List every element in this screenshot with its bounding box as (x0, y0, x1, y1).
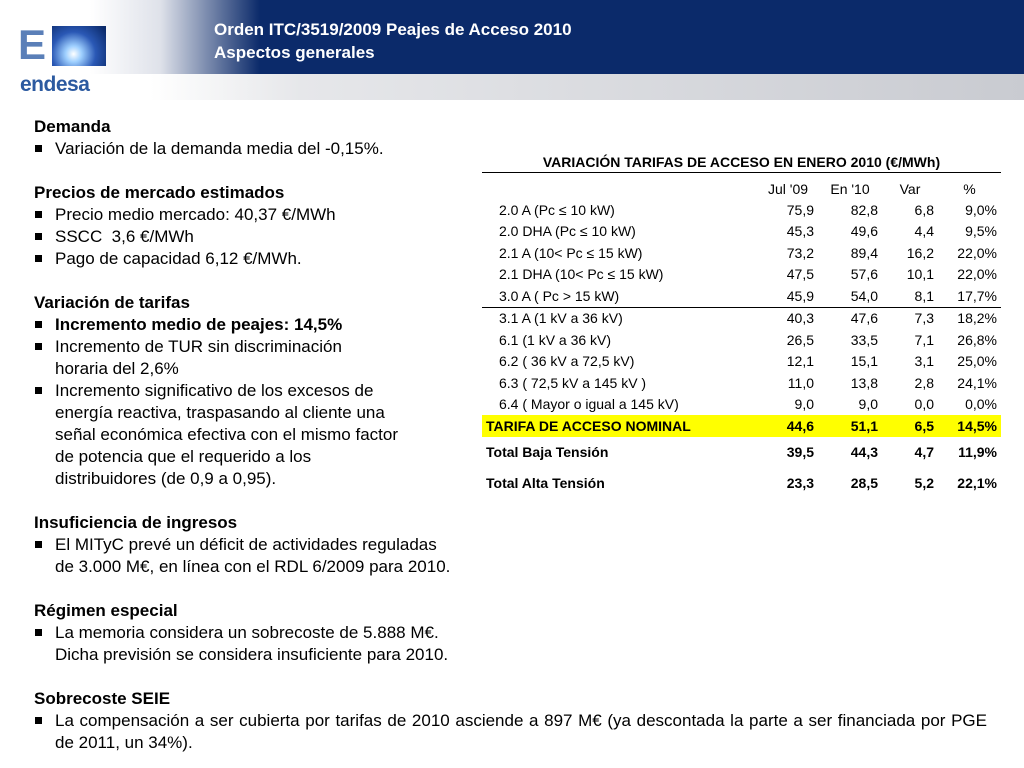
table-row-total (482, 437, 1001, 468)
bullet-line: señal económica efectiva con el mismo factor (55, 425, 398, 444)
row-label: TARIFA DE ACCESO NOMINAL (482, 415, 758, 437)
cell-value: % (963, 181, 976, 197)
cell-value: 18,2% (957, 310, 997, 327)
row-label: Total Baja Tensión (486, 444, 609, 460)
bullet-seie-1: La compensación a ser cubierta por tarifas de 2010 asciende a 897 M€ (ya descontada la parte a ser financiada por PGE de 2011, un 34%). (34, 710, 987, 754)
cell-value: 17,7% (938, 285, 1001, 307)
cell-value: 45,9 (758, 285, 818, 307)
row-label: 6.4 ( Mayor o igual a 145 kV) (499, 396, 679, 413)
cell-value: 11,9% (958, 444, 997, 460)
cell-value: 57,6 (850, 266, 878, 283)
cell-value: 39,5 (786, 444, 814, 460)
table-title: VARIACIÓN TARIFAS DE ACCESO EN ENERO 2010 (€/MWh) (482, 150, 1001, 173)
cell-value: 0,0 (914, 396, 934, 413)
logo-letter: E (18, 21, 47, 68)
cell-value: 9,5% (965, 223, 997, 240)
cell-value: 13,8 (850, 374, 878, 391)
bullet-line: El MITyC prevé un déficit de actividades reguladas (55, 535, 437, 554)
slide-subtitle: Aspectos generales (214, 43, 375, 62)
cell-value: 44,3 (850, 444, 878, 460)
logo-star-icon (52, 26, 106, 66)
cell-value: 9,0% (965, 201, 997, 218)
row-label: 3.0 A ( Pc > 15 kW) (482, 285, 758, 307)
table-header-row (482, 173, 1001, 199)
bullet-line: distribuidores (de 0,9 a 0,95). (55, 469, 277, 488)
cell-value: 4,7 (914, 444, 934, 460)
section-heading-demanda: Demanda (34, 117, 111, 136)
cell-value: 3,1 (914, 353, 934, 370)
row-label: 3.1 A (1 kV a 36 kV) (499, 310, 623, 327)
cell-value: 10,1 (906, 266, 934, 283)
cell-value: 7,1 (914, 331, 934, 348)
row-label (482, 173, 758, 199)
table-row (482, 264, 1001, 286)
cell-value: 33,5 (850, 331, 878, 348)
cell-value: 11,0 (787, 374, 814, 391)
bullet-line: horaria del 2,6% (55, 359, 179, 378)
cell-value: Jul '09 (767, 181, 809, 197)
bullet-insuficiencia-1 (34, 534, 994, 578)
cell-value: 9,0 (794, 396, 814, 413)
section-heading-variacion: Variación de tarifas (34, 293, 190, 312)
row-label: 6.1 (1 kV a 36 kV) (499, 331, 612, 348)
bullet-variacion-1: Incremento medio de peajes: 14,5% (34, 314, 994, 336)
cell-value: 9,0 (858, 396, 878, 413)
bullet-line: La memoria considera un sobrecoste de 5.888 M€. (55, 623, 439, 642)
table-row (482, 329, 1001, 351)
row-label: 6.3 ( 72,5 kV a 145 kV ) (499, 374, 647, 391)
bullet-precios-1: Precio medio mercado: 40,37 €/MWh (34, 204, 994, 226)
cell-value: 75,9 (786, 201, 814, 218)
header-lower-band (0, 74, 1024, 100)
cell-value: 16,2 (906, 244, 934, 261)
cell-value: 24,1% (957, 374, 997, 391)
bullet-line: de 3.000 M€, en línea con el RDL 6/2009 para 2010. (55, 557, 451, 576)
cell-value: 12,1 (786, 353, 814, 370)
bullet-line: de potencia que el requerido a los (55, 447, 312, 466)
row-label: 6.2 ( 36 kV a 72,5 kV) (499, 353, 635, 370)
cell-value: 6,5 (882, 415, 938, 437)
bullet-line: Dicha previsión se considera insuficiente para 2010. (55, 645, 449, 664)
cell-value: 47,5 (786, 266, 814, 283)
section-heading-regimen: Régimen especial (34, 601, 178, 620)
tariff-variation-table (482, 150, 1002, 499)
cell-value: 23,3 (786, 475, 814, 491)
table-row (482, 372, 1001, 394)
table-row (482, 351, 1001, 373)
cell-value: 26,5 (786, 331, 814, 348)
table-row (482, 307, 1001, 329)
bullet-precios-3: Pago de capacidad 6,12 €/MWh. (34, 248, 994, 270)
row-label: 2.1 DHA (10< Pc ≤ 15 kW) (499, 266, 664, 283)
cell-value: 47,6 (850, 310, 878, 327)
section-heading-seie: Sobrecoste SEIE (34, 689, 171, 708)
cell-value: Var (899, 181, 921, 197)
cell-value: 2,8 (914, 374, 934, 391)
cell-value: 5,2 (914, 475, 934, 491)
cell-value: 8,1 (882, 285, 938, 307)
cell-value: 22,0% (957, 266, 997, 283)
cell-value: 15,1 (850, 353, 878, 370)
row-label: 2.0 DHA (Pc ≤ 10 kW) (499, 223, 636, 240)
cell-value: 49,6 (850, 223, 878, 240)
cell-value: 44,6 (758, 415, 818, 437)
cell-value: 51,1 (818, 415, 882, 437)
table-row (482, 285, 1001, 307)
table-body (482, 173, 1001, 499)
endesa-logo (18, 21, 98, 96)
row-label: Total Alta Tensión (486, 475, 605, 491)
bullet-line: energía reactiva, traspasando al cliente una (55, 403, 385, 422)
cell-value: 22,1% (957, 475, 997, 491)
cell-value: 89,4 (850, 244, 878, 261)
cell-value: 28,5 (850, 475, 878, 491)
section-heading-insuficiencia: Insuficiencia de ingresos (34, 513, 238, 532)
cell-value: 6,8 (914, 201, 934, 218)
cell-value: 25,0% (957, 353, 997, 370)
cell-value: 22,0% (957, 244, 997, 261)
cell-value: 7,3 (914, 310, 934, 327)
row-label: 2.1 A (10< Pc ≤ 15 kW) (499, 244, 643, 261)
bullet-line: Incremento de TUR sin discriminación (55, 337, 342, 356)
table-row (482, 394, 1001, 416)
bullet-line: Incremento significativo de los excesos de (55, 381, 374, 400)
cell-value: 82,8 (850, 201, 878, 218)
bullet-regimen-1 (34, 622, 994, 666)
slide-title: Orden ITC/3519/2009 Peajes de Acceso 2010 (214, 20, 572, 39)
table-row-total (482, 468, 1001, 499)
cell-value: 14,5% (938, 415, 1001, 437)
logo-wordmark: endesa (20, 73, 90, 96)
table-row (482, 199, 1001, 221)
row-label: 2.0 A (Pc ≤ 10 kW) (499, 201, 615, 218)
cell-value: 54,0 (818, 285, 882, 307)
cell-value: 4,4 (914, 223, 934, 240)
table-row (482, 221, 1001, 243)
bullet-demanda-1: Variación de la demanda media del -0,15%. (34, 138, 994, 160)
bullet-precios-2: SSCC 3,6 €/MWh (34, 226, 994, 248)
cell-value: 26,8% (957, 331, 997, 348)
table-row-nominal (482, 415, 1001, 437)
cell-value: En '10 (830, 181, 870, 197)
cell-value: 0,0% (965, 396, 997, 413)
cell-value: 40,3 (786, 310, 814, 327)
cell-value: 73,2 (786, 244, 814, 261)
cell-value: 45,3 (786, 223, 814, 240)
section-heading-precios: Precios de mercado estimados (34, 183, 285, 202)
table-row (482, 242, 1001, 264)
